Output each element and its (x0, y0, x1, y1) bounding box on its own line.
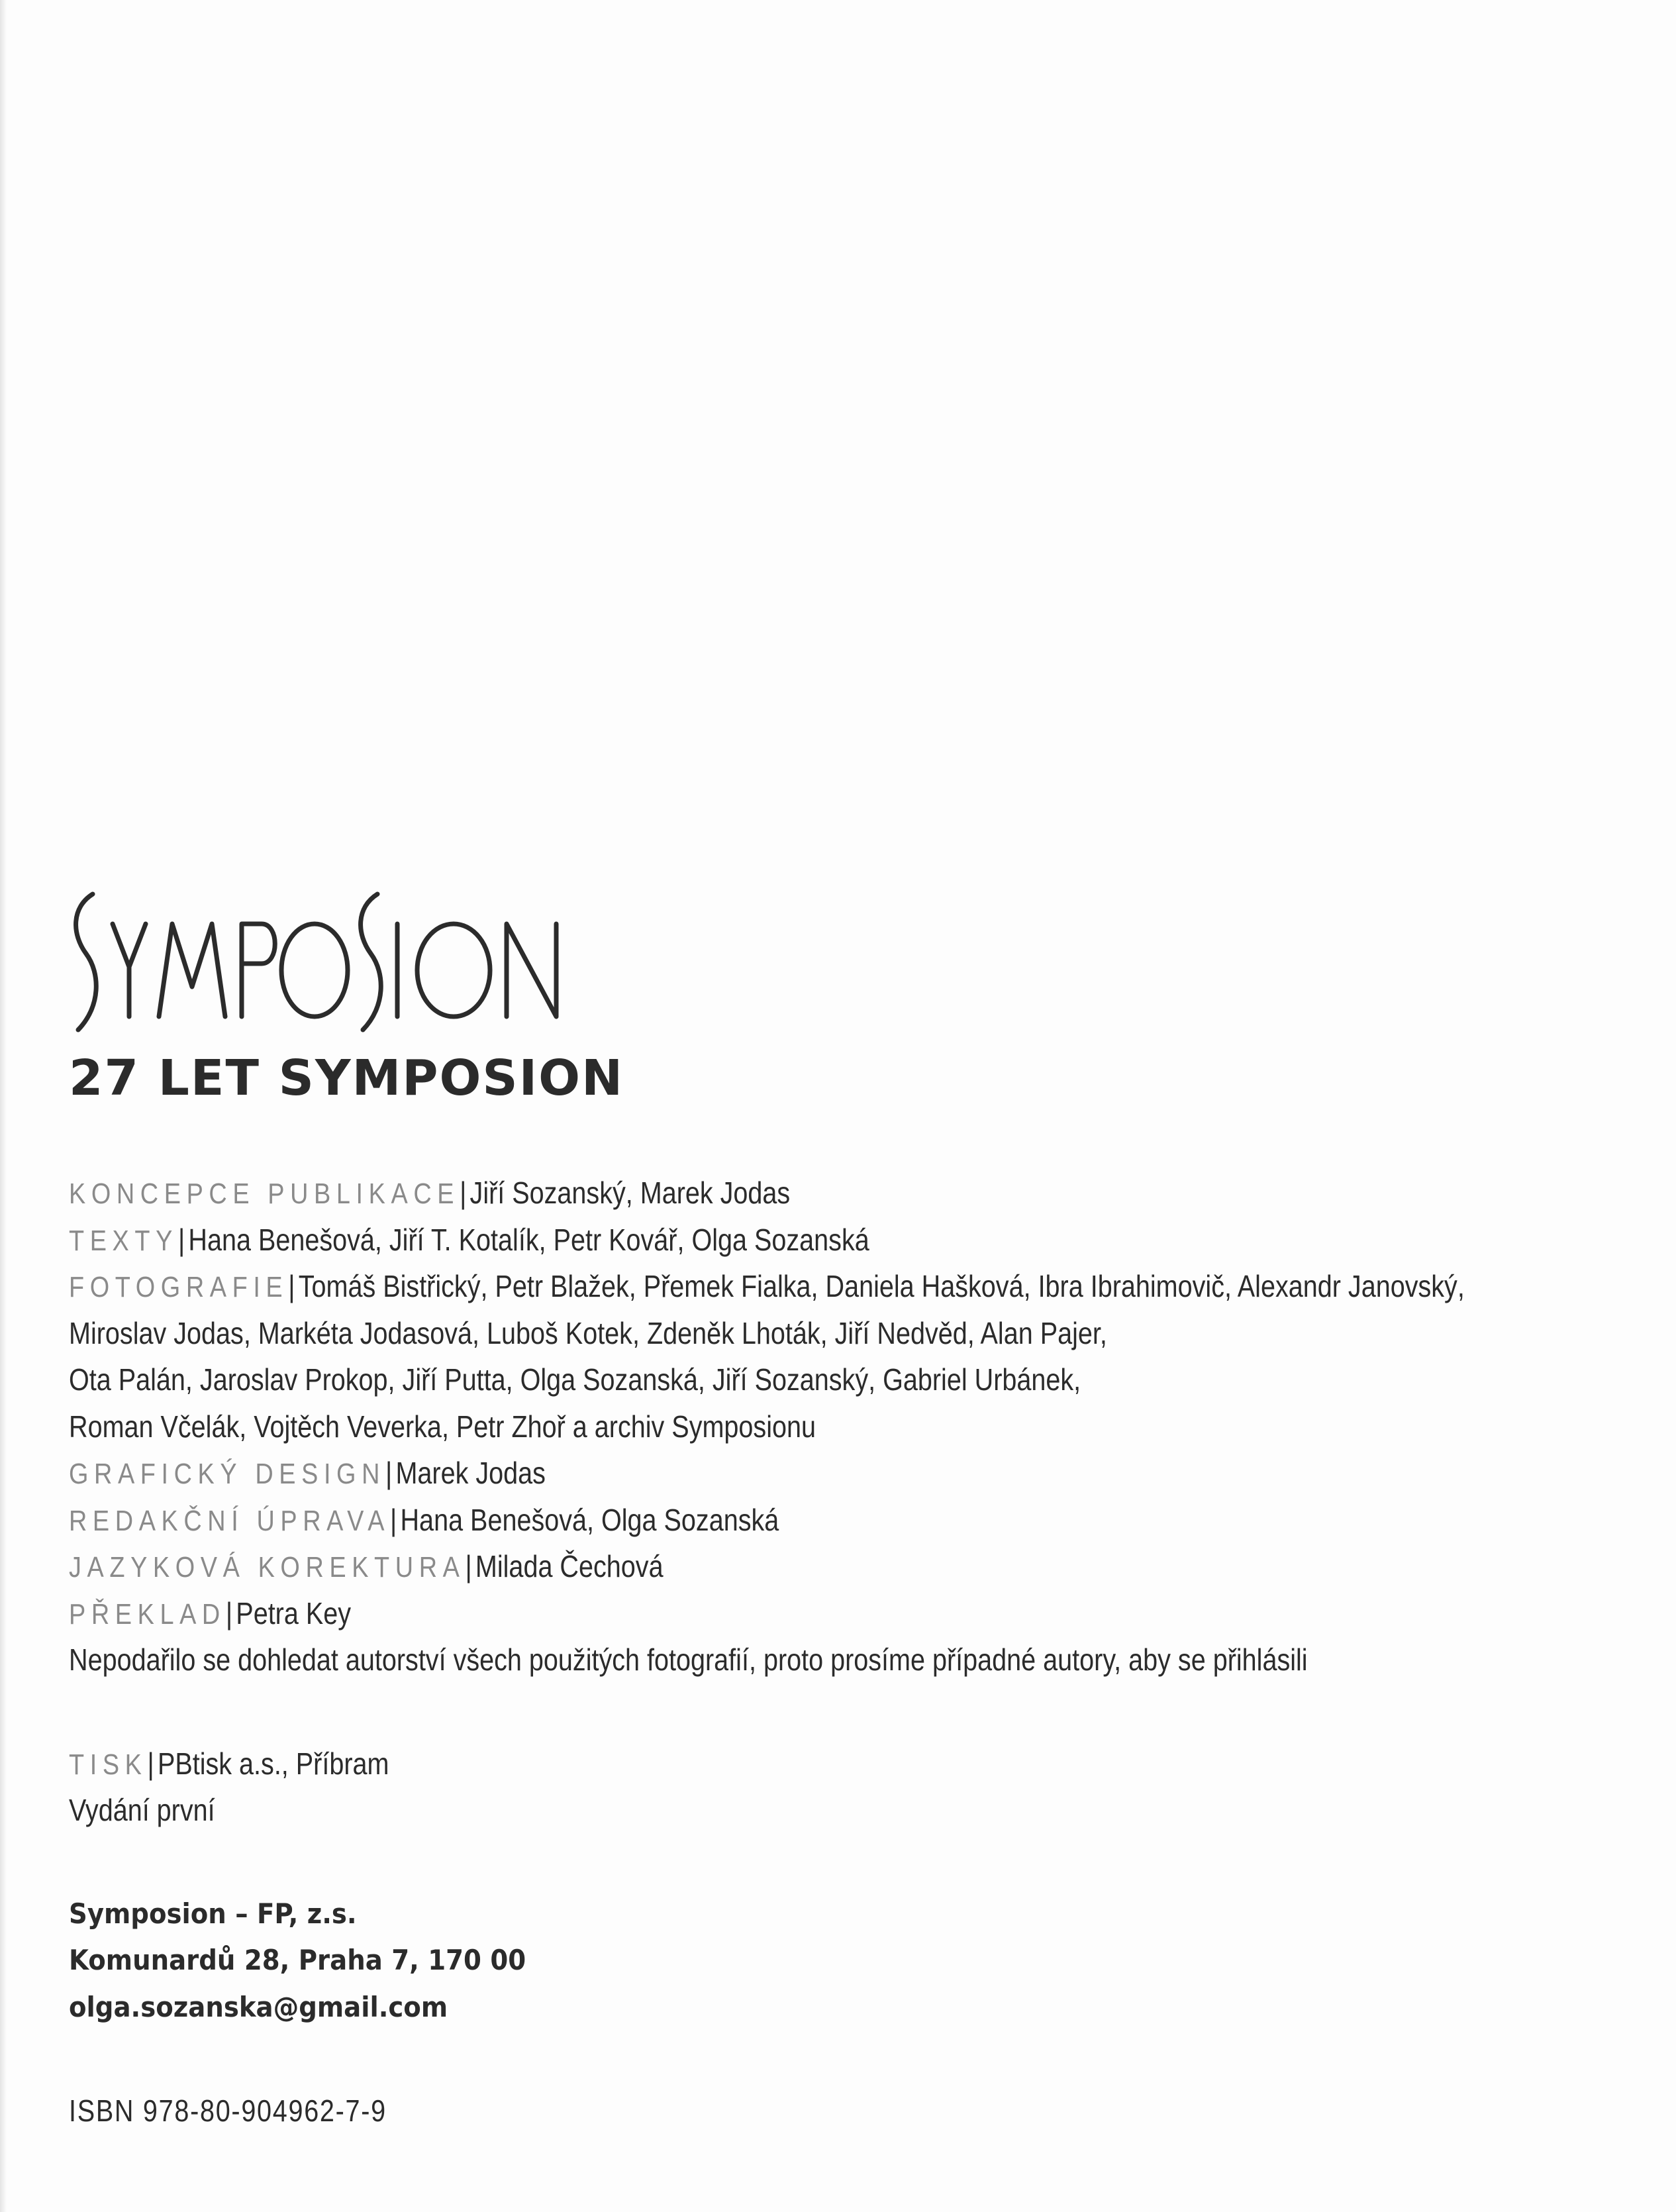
credit-label: GRAFICKÝ DESIGN (69, 1458, 386, 1490)
credit-label: PŘEKLAD (69, 1597, 226, 1631)
credit-label: JAZYKOVÁ KOREKTURA (69, 1551, 466, 1584)
credit-label: REDAKČNÍ ÚPRAVA (69, 1504, 391, 1537)
credit-value: Marek Jodas (395, 1456, 546, 1490)
credit-value: Hana Benešová, Jiří T. Kotalík, Petr Kovář, Olga Sozanská (188, 1222, 869, 1257)
credit-translation: PŘEKLAD| Petra Key (69, 1595, 352, 1631)
colophon (69, 1170, 1632, 2135)
publication-title: 27 LET SYMPOSION (69, 1050, 624, 1107)
credit-value: Jiří Sozanský, Marek Jodas (469, 1176, 791, 1210)
photo-credit-line: Ota Palán, Jaroslav Prokop, Jiří Putta, Olga Sozanská, Jiří Sozanský, Gabriel Urbánek, (69, 1362, 1081, 1397)
credit-design: GRAFICKÝ DESIGN| Marek Jodas (69, 1456, 546, 1490)
credit-proofreading: JAZYKOVÁ KOREKTURA| Milada Čechová (69, 1549, 664, 1584)
credit-editing: REDAKČNÍ ÚPRAVA| Hana Benešová, Olga Sozanská (69, 1502, 779, 1537)
credit-value: Hana Benešová, Olga Sozanská (400, 1502, 779, 1537)
credit-value: Petra Key (236, 1595, 352, 1631)
credit-value: PBtisk a.s., Příbram (157, 1746, 389, 1781)
credit-concept: KONCEPCE PUBLIKACE| Jiří Sozanský, Marek Jodas (69, 1176, 791, 1210)
edition-note: Vydání první (69, 1793, 215, 1827)
credit-label: TEXTY (69, 1224, 178, 1257)
publisher-email: olga.sozanska@gmail.com (69, 1990, 448, 2023)
publisher-address: Komunardů 28, Praha 7, 170 00 (69, 1944, 526, 1976)
publisher-name: Symposion – FP, z.s. (69, 1897, 357, 1930)
symposion-logo (66, 881, 569, 1040)
photo-credit-line: Roman Včelák, Vojtěch Veverka, Petr Zhoř a archiv Symposionu (69, 1409, 816, 1444)
page-edge-shadow (0, 0, 7, 2212)
credit-value: Tomáš Bistřický, Petr Blažek, Přemek Fialka, Daniela Hašková, Ibra Ibrahimovič, Alexandr Janovský, (298, 1269, 1465, 1303)
credit-texts: TEXTY| Hana Benešová, Jiří T. Kotalík, Petr Kovář, Olga Sozanská (69, 1222, 869, 1257)
credit-photos: FOTOGRAFIE| Tomáš Bistřický, Petr Blažek, Přemek Fialka, Daniela Hašková, Ibra Ibrahimovič, Alexandr Janovský, (69, 1269, 1465, 1303)
photo-rights-note: Nepodařilo se dohledat autorství všech použitých fotografií, proto prosíme případné autory, aby se přihlásili (69, 1642, 1308, 1677)
credit-label: KONCEPCE PUBLIKACE (69, 1178, 460, 1210)
credit-label: TISK (69, 1748, 148, 1781)
isbn: ISBN 978-80-904962-7-9 (69, 2093, 387, 2128)
credit-print: TISK| PBtisk a.s., Příbram (69, 1746, 389, 1781)
photo-credit-line: Miroslav Jodas, Markéta Jodasová, Luboš Kotek, Zdeněk Lhoták, Jiří Nedvěd, Alan Pajer, (69, 1315, 1107, 1350)
credit-label: FOTOGRAFIE (69, 1271, 289, 1303)
credit-value: Milada Čechová (475, 1549, 664, 1584)
